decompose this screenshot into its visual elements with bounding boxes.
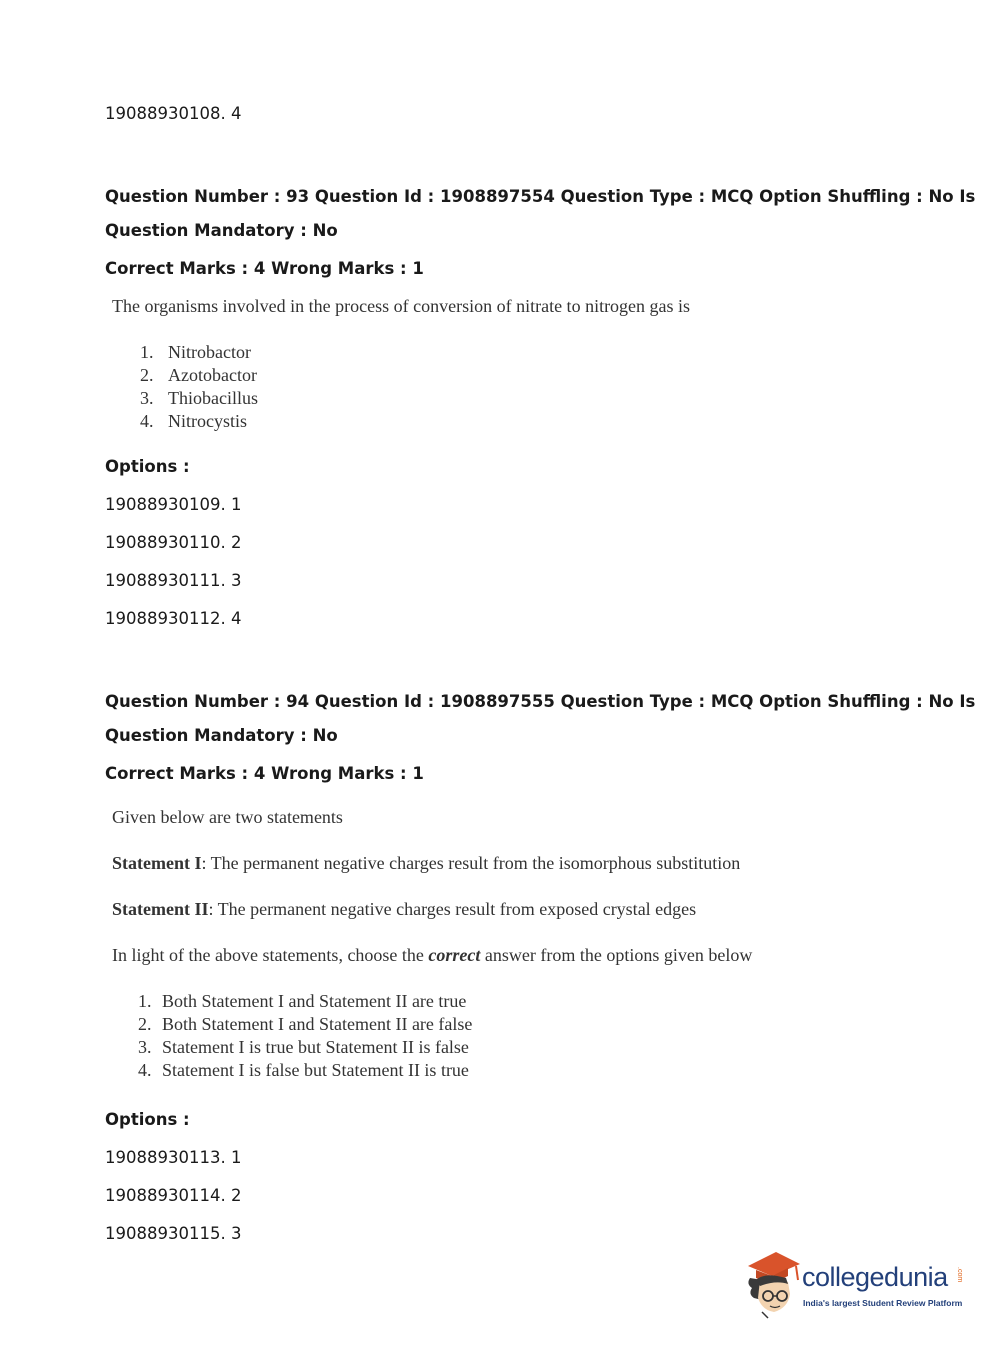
question-intro: Given below are two statements — [112, 807, 343, 827]
option-line: 19088930108. 4 — [105, 104, 242, 123]
logo-suffix: .com — [956, 1267, 963, 1283]
choice-item: 4. Statement I is false but Statement II is true — [138, 1060, 469, 1080]
option-line: 19088930109. 1 — [105, 495, 242, 514]
question-marks: Correct Marks : 4 Wrong Marks : 1 — [105, 764, 424, 783]
logo-wordmark: collegedunia — [802, 1262, 948, 1292]
choice-item: 1. Nitrobactor — [140, 342, 251, 362]
question-text: The organisms involved in the process of conversion of nitrate to nitrogen gas is — [112, 296, 691, 316]
choice-item: 2. Both Statement I and Statement II are false — [138, 1014, 473, 1034]
option-line: 19088930110. 2 — [105, 533, 242, 552]
student-mascot-icon — [742, 1250, 804, 1320]
option-line: 19088930114. 2 — [105, 1186, 242, 1205]
statement-two: Statement II: The permanent negative charges result from exposed crystal edges — [112, 899, 697, 919]
question-choices — [138, 990, 472, 1082]
choice-item: 2. Azotobactor — [140, 365, 257, 385]
choice-item: 4. Nitrocystis — [140, 411, 247, 431]
statement-one: Statement I: The permanent negative charges result from the isomorphous substitution — [112, 853, 741, 873]
logo-tagline: India's largest Student Review Platform — [803, 1298, 963, 1308]
question-mandatory: Question Mandatory : No — [105, 221, 338, 240]
options-label: Options : — [105, 1110, 190, 1129]
question-header: Question Number : 94 Question Id : 1908897555 Question Type : MCQ Option Shuffling : No Is — [105, 692, 976, 711]
question-mandatory: Question Mandatory : No — [105, 726, 338, 745]
question-choices — [140, 341, 258, 433]
option-line: 19088930111. 3 — [105, 571, 242, 590]
question-instruction: In light of the above statements, choose the correct answer from the options given below — [112, 945, 753, 965]
collegedunia-logo — [742, 1250, 970, 1320]
choice-item: 3. Thiobacillus — [140, 388, 258, 408]
question-marks: Correct Marks : 4 Wrong Marks : 1 — [105, 259, 424, 278]
choice-item: 1. Both Statement I and Statement II are true — [138, 991, 467, 1011]
option-line: 19088930113. 1 — [105, 1148, 242, 1167]
choice-item: 3. Statement I is true but Statement II is false — [138, 1037, 469, 1057]
option-line: 19088930112. 4 — [105, 609, 242, 628]
question-header: Question Number : 93 Question Id : 1908897554 Question Type : MCQ Option Shuffling : No Is — [105, 187, 976, 206]
options-label: Options : — [105, 457, 190, 476]
option-line: 19088930115. 3 — [105, 1224, 242, 1243]
